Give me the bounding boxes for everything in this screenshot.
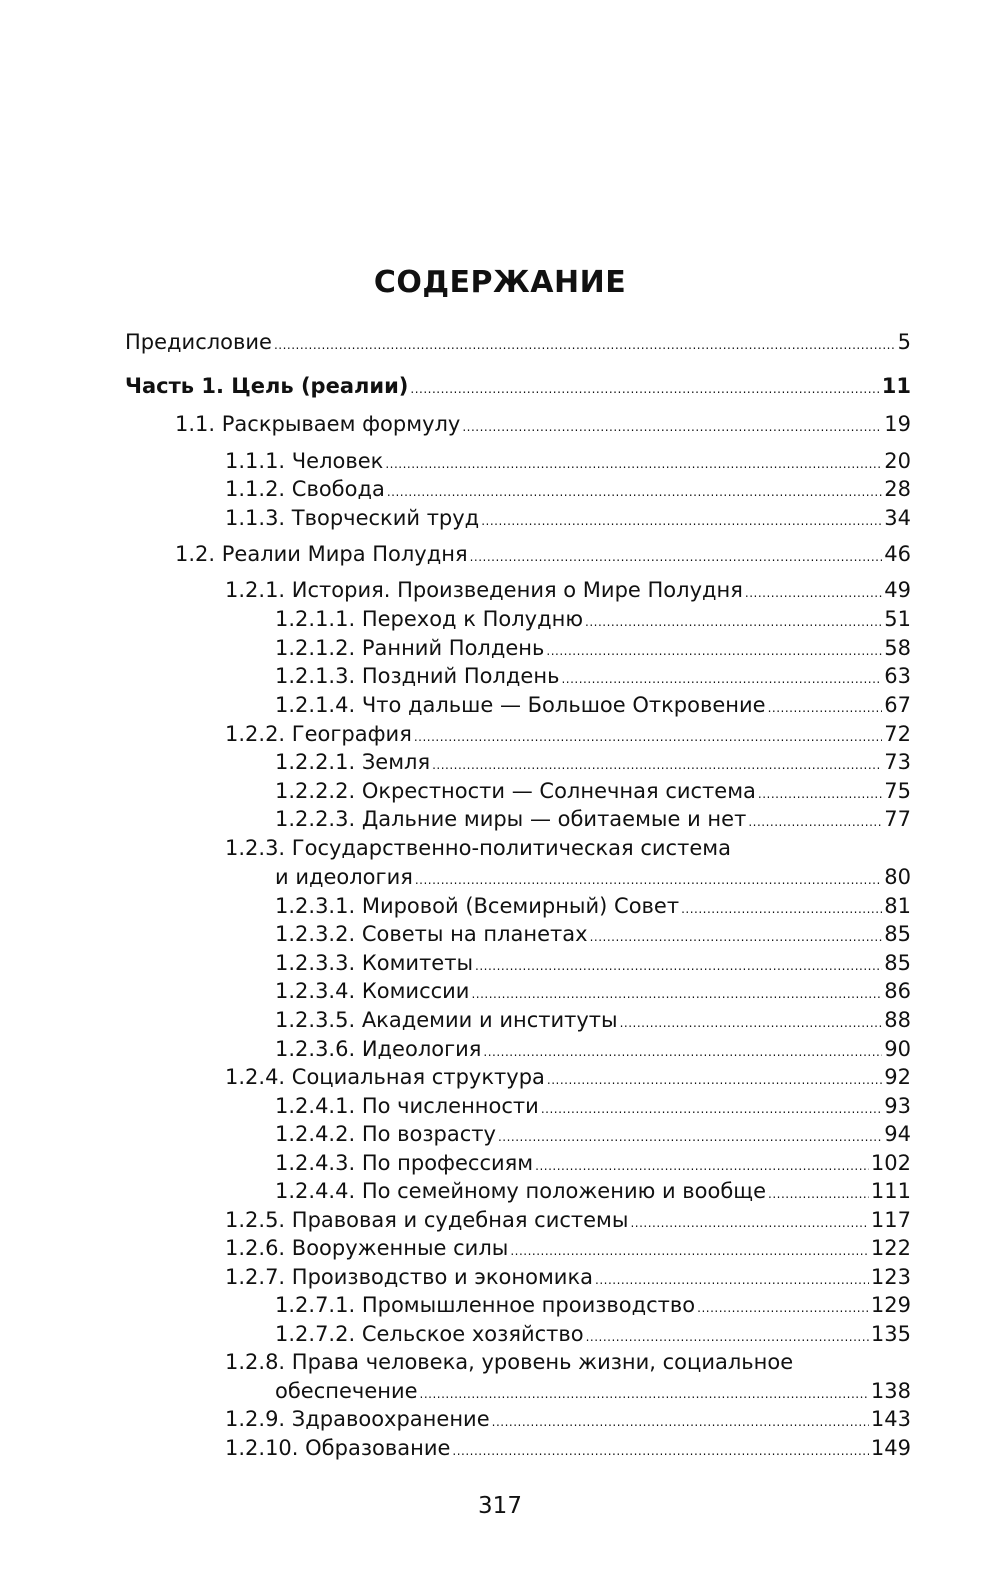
toc-entry-1-2-8-first-line[interactable]: 1.2.8. Права человека, уровень жизни, социальное — [225, 1350, 794, 1374]
toc-entry-label: 1.2.1.4. Что дальше — Большое Откровение — [275, 693, 766, 717]
toc-entry-page: 129 — [870, 1293, 911, 1317]
toc-leader-dots — [745, 577, 882, 606]
toc-leader-dots — [758, 778, 882, 807]
toc-leader-dots — [681, 893, 882, 922]
toc-entry-label: 1.2.3.1. Мировой (Всемирный) Совет — [275, 894, 680, 918]
toc-entry-label: 1.2.1.1. Переход к Полудню — [275, 607, 584, 631]
toc-entry-label: 1.2.3.5. Академии и институты — [275, 1008, 618, 1032]
toc-entry-label: 1.2.3.2. Советы на планетах — [275, 922, 588, 946]
toc-entry-page: 149 — [870, 1436, 911, 1460]
toc-entry-1-2-10[interactable] — [225, 1435, 911, 1461]
toc-entry-1-2-3-3[interactable] — [275, 950, 911, 976]
toc-entry-page: 102 — [870, 1151, 911, 1175]
toc-entry-page: 80 — [884, 865, 911, 889]
toc-entry-label: 1.1.3. Творческий труд — [225, 506, 480, 530]
toc-entry-1-2-2-2[interactable] — [275, 778, 911, 804]
toc-entry-1-1-3[interactable] — [225, 505, 911, 531]
toc-entry-label: 1.2.1.2. Ранний Полдень — [275, 636, 545, 660]
toc-entry-page: 49 — [884, 578, 911, 602]
toc-entry-label: 1.2. Реалии Мира Полудня — [175, 542, 468, 566]
toc-leader-dots — [595, 1264, 869, 1293]
toc-entry-1-2-3-2[interactable] — [275, 921, 911, 947]
toc-entry-1-1-2[interactable] — [225, 476, 911, 502]
toc-entry-1-2-4-2[interactable] — [275, 1121, 911, 1147]
toc-leader-dots — [387, 476, 882, 505]
toc-entry-1-2-7-1[interactable] — [275, 1292, 911, 1318]
toc-entry-1-2-1-2[interactable] — [275, 635, 911, 661]
toc-entry-1-2-2[interactable] — [225, 721, 911, 747]
toc-entry-1-2-7[interactable] — [225, 1264, 911, 1290]
toc-entry-page: 20 — [884, 449, 911, 473]
toc-entry-page: 63 — [884, 664, 911, 688]
toc-entry-1-2-4[interactable] — [225, 1064, 911, 1090]
toc-leader-dots — [420, 1378, 869, 1407]
toc-entry-page: 75 — [884, 779, 911, 803]
toc-entry-1-2-1[interactable] — [225, 577, 911, 603]
toc-entry-page: 77 — [884, 807, 911, 831]
toc-leader-dots — [432, 749, 882, 778]
toc-leader-dots — [620, 1007, 883, 1036]
page-number: 317 — [478, 1493, 522, 1519]
toc-leader-dots — [585, 606, 882, 635]
toc-entry-label: 1.2.4. Социальная структура — [225, 1065, 545, 1089]
toc-leader-dots — [547, 1064, 882, 1093]
toc-entry-label: 1.2.6. Вооруженные силы — [225, 1236, 509, 1260]
toc-entry-1-2-3-first-line[interactable]: 1.2.3. Государственно-политическая система — [225, 836, 731, 860]
toc-entry-1-2-8[interactable] — [275, 1378, 911, 1404]
toc-leader-dots — [385, 448, 882, 477]
toc-entry-page: 34 — [884, 506, 911, 530]
toc-entry-page: 94 — [884, 1122, 911, 1146]
toc-entry-page: 81 — [884, 894, 911, 918]
toc-entry-label: 1.2.4.4. По семейному положению и вообще — [275, 1179, 766, 1203]
toc-entry-page: 19 — [884, 412, 911, 436]
toc-entry-label: 1.2.10. Образование — [225, 1436, 451, 1460]
toc-entry-page: 117 — [870, 1208, 911, 1232]
toc-entry-1-1[interactable] — [175, 411, 911, 437]
toc-entry-part-1[interactable] — [125, 373, 911, 399]
toc-entry-label: 1.2.3.6. Идеология — [275, 1037, 482, 1061]
toc-leader-dots — [510, 1235, 869, 1264]
toc-entry-label: 1.2.2.3. Дальние миры — обитаемые и нет — [275, 807, 747, 831]
toc-entry-page: 138 — [870, 1379, 911, 1403]
toc-entry-1-2-3-4[interactable] — [275, 978, 911, 1004]
toc-leader-dots — [410, 373, 879, 402]
toc-entry-page: 143 — [870, 1407, 911, 1431]
toc-entry-page: 11 — [881, 374, 911, 398]
toc-entry-page: 88 — [884, 1008, 911, 1032]
toc-entry-label: 1.2.4.2. По возрасту — [275, 1122, 496, 1146]
toc-entry-page: 122 — [870, 1236, 911, 1260]
toc-leader-dots — [274, 329, 896, 358]
toc-leader-dots — [415, 864, 882, 893]
toc-entry-label: и идеология — [275, 865, 413, 889]
toc-leader-dots — [541, 1093, 882, 1122]
toc-entry-label: 1.2.1.3. Поздний Полдень — [275, 664, 560, 688]
toc-entry-page: 86 — [884, 979, 911, 1003]
toc-leader-dots — [697, 1292, 869, 1321]
toc-leader-dots — [475, 950, 882, 979]
toc-entry-1-2-3-5[interactable] — [275, 1007, 911, 1033]
toc-entry-1-2-4-1[interactable] — [275, 1093, 911, 1119]
toc-entry-1-2-2-3[interactable] — [275, 806, 911, 832]
toc-entry-1-2-3-1[interactable] — [275, 893, 911, 919]
toc-entry-1-2-1-3[interactable] — [275, 663, 911, 689]
toc-entry-1-2-3[interactable] — [275, 864, 911, 890]
toc-entry-1-2[interactable] — [175, 541, 911, 567]
toc-entry-page: 123 — [870, 1265, 911, 1289]
toc-entry-label: 1.2.4.3. По профессиям — [275, 1151, 534, 1175]
toc-entry-1-2-2-1[interactable] — [275, 749, 911, 775]
page-title: СОДЕРЖАНИЕ — [373, 265, 627, 300]
toc-entry-page: 93 — [884, 1094, 911, 1118]
toc-leader-dots — [586, 1321, 869, 1350]
toc-entry-page: 5 — [897, 330, 911, 354]
toc-entry-page: 67 — [884, 693, 911, 717]
toc-entry-label: 1.1. Раскрываем формулу — [175, 412, 461, 436]
toc-entry-page: 58 — [884, 636, 911, 660]
toc-entry-page: 85 — [884, 922, 911, 946]
toc-entry-page: 85 — [884, 951, 911, 975]
toc-entry-page: 92 — [884, 1065, 911, 1089]
toc-leader-dots — [535, 1150, 869, 1179]
toc-entry-label: 1.2.9. Здравоохранение — [225, 1407, 490, 1431]
toc-entry-label: 1.2.5. Правовая и судебная системы — [225, 1208, 629, 1232]
toc-leader-dots — [483, 1036, 882, 1065]
toc-entry-label: 1.1.2. Свобода — [225, 477, 385, 501]
toc-leader-dots — [561, 663, 882, 692]
toc-entry-page: 73 — [884, 750, 911, 774]
toc-leader-dots — [768, 1178, 869, 1207]
toc-entry-page: 111 — [870, 1179, 911, 1203]
toc-leader-dots — [452, 1435, 869, 1464]
toc-entry-1-2-9[interactable] — [225, 1406, 911, 1432]
toc-entry-1-1-1[interactable] — [225, 448, 911, 474]
toc-entry-label: Предисловие — [125, 330, 272, 354]
toc-entry-1-2-1-4[interactable] — [275, 692, 911, 718]
toc-entry-1-2-6[interactable] — [225, 1235, 911, 1261]
toc-leader-dots — [630, 1207, 868, 1236]
toc-leader-dots — [768, 692, 883, 721]
toc-entry-label: 1.2.7.1. Промышленное производство — [275, 1293, 696, 1317]
toc-entry-1-2-5[interactable] — [225, 1207, 911, 1233]
toc-leader-dots — [498, 1121, 882, 1150]
toc-entry-label: обеспечение — [275, 1379, 418, 1403]
toc-leader-dots — [462, 411, 882, 440]
toc-entry-label: Часть 1. Цель (реалии) — [125, 374, 409, 398]
toc-entry-preface[interactable] — [125, 329, 911, 355]
toc-entry-label: 1.2.7. Производство и экономика — [225, 1265, 593, 1289]
toc-entry-label: 1.2.4.1. По численности — [275, 1094, 539, 1118]
toc-leader-dots — [470, 541, 883, 570]
toc-entry-label: 1.2.2.1. Земля — [275, 750, 431, 774]
toc-entry-label: 1.1.1. Человек — [225, 449, 384, 473]
toc-entry-label: 1.2.3.4. Комиссии — [275, 979, 470, 1003]
toc-entry-page: 72 — [884, 722, 911, 746]
toc-leader-dots — [414, 721, 882, 750]
toc-leader-dots — [590, 921, 883, 950]
toc-entry-page: 46 — [884, 542, 911, 566]
toc-leader-dots — [471, 978, 882, 1007]
toc-entry-label: 1.2.1. История. Произведения о Мире Полудня — [225, 578, 743, 602]
toc-leader-dots — [481, 505, 882, 534]
toc-entry-1-2-7-2[interactable] — [275, 1321, 911, 1347]
toc-entry-page: 135 — [870, 1322, 911, 1346]
toc-entry-page: 28 — [884, 477, 911, 501]
toc-entry-page: 90 — [884, 1037, 911, 1061]
toc-entry-label: 1.2.2. География — [225, 722, 412, 746]
toc-entry-label: 1.2.3.3. Комитеты — [275, 951, 474, 975]
toc-entry-1-2-3-6[interactable] — [275, 1036, 911, 1062]
toc-entry-label: 1.2.2.2. Окрестности — Солнечная система — [275, 779, 756, 803]
toc-leader-dots — [546, 635, 882, 664]
toc-entry-1-2-4-4[interactable] — [275, 1178, 911, 1204]
toc-leader-dots — [492, 1406, 869, 1435]
toc-entry-1-2-1-1[interactable] — [275, 606, 911, 632]
toc-leader-dots — [748, 806, 882, 835]
toc-entry-1-2-4-3[interactable] — [275, 1150, 911, 1176]
toc-entry-label: 1.2.7.2. Сельское хозяйство — [275, 1322, 584, 1346]
toc-entry-page: 51 — [884, 607, 911, 631]
